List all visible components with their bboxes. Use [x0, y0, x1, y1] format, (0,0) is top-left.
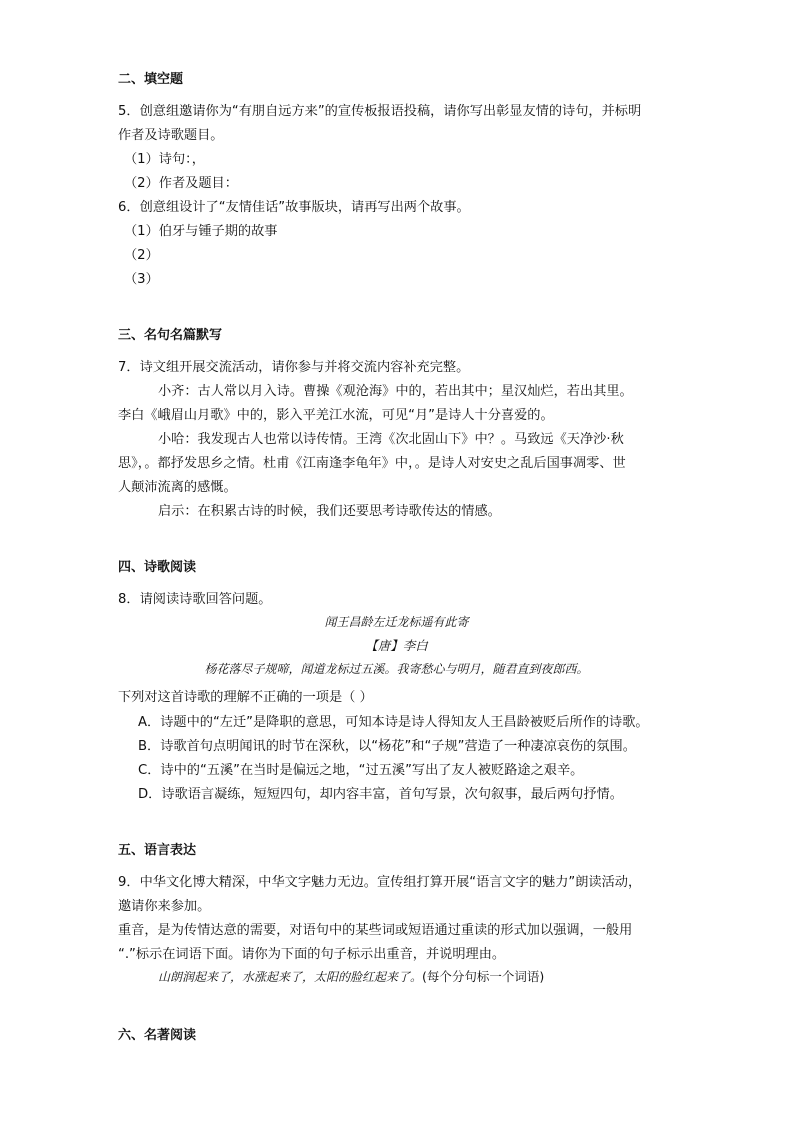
q6-item-3: （3）	[124, 272, 159, 287]
section-heading-fill-blank: 二、填空题	[118, 72, 184, 87]
q8-option-d: D．诗歌语言凝练，短短四句，却内容丰富，首句写景，次句叙事，最后两句抒情。	[138, 787, 623, 802]
q5-text-line2: 作者及诗歌题目。	[118, 128, 224, 143]
poem-author: 【唐】李白	[365, 638, 428, 653]
section-heading-language-expression: 五、语言表达	[118, 843, 197, 858]
section-heading-classics-reading: 六、名著阅读	[118, 1028, 197, 1043]
q9-text-line2: 邀请你来参加。	[118, 899, 211, 914]
q8-question: 下列对这首诗歌的理解不正确的一项是（ ）	[118, 690, 373, 705]
section-heading-recitation: 三、名句名篇默写	[118, 328, 223, 343]
q5-text-line1: 5．创意组邀请你为“有朋自远方来”的宣传板报语投稿，请你写出彰显友情的诗句，并标明	[118, 104, 642, 119]
q6-item-2: （2）	[124, 248, 159, 263]
q7-text: 7．诗文组开展交流活动，请你参与并将交流内容补充完整。	[118, 360, 470, 375]
q9-example	[158, 967, 544, 985]
q9-example-sentence: 山朗润起来了，水涨起来了，太阳的脸红起来了。	[158, 970, 423, 984]
section-heading-poetry-reading: 四、诗歌阅读	[118, 560, 197, 575]
q6-item-1: （1）伯牙与锺子期的故事	[124, 224, 278, 239]
q9-example-note: (每个分句标一个词语)	[422, 969, 545, 984]
q8-option-c: C．诗中的“五溪”在当时是偏远之地，“过五溪”写出了友人被贬路途之艰辛。	[138, 763, 584, 778]
poem-title: 闻王昌龄左迁龙标遥有此寄	[324, 615, 469, 629]
q7-paragraph1-line1: 小齐：古人常以月入诗。曹操《观沧海》中的，若出其中；星汉灿烂，若出其里。	[158, 384, 633, 399]
q7-paragraph3: 启示：在积累古诗的时候，我们还要思考诗歌传达的情感。	[158, 504, 501, 519]
q7-paragraph1-line2: 李白《峨眉山月歌》中的，影入平羌江水流，可见“月”是诗人十分喜爱的。	[118, 408, 554, 423]
q5-item-poem-lines: （1）诗句：，	[124, 152, 205, 167]
q5-item-author-title: （2）作者及题目：	[124, 176, 238, 191]
q6-text: 6．创意组设计了“友情佳话”故事版块，请再写出两个故事。	[118, 200, 470, 215]
q9-text-line3: 重音，是为传情达意的需要，对语句中的某些词或短语通过重读的形式加以强调，一般用	[118, 923, 633, 938]
q9-text-line1: 9．中华文化博大精深，中华文字魅力无边。宣传组打算开展“语言文字的魅力”朗读活动，	[118, 875, 642, 890]
q7-paragraph2-line3: 人颠沛流离的感慨。	[118, 480, 237, 495]
q8-option-a: A．诗题中的“左迁”是降职的意思，可知本诗是诗人得知友人王昌龄被贬后所作的诗歌。	[138, 715, 649, 730]
q8-text: 8．请阅读诗歌回答问题。	[118, 592, 272, 607]
poem-body: 杨花落尽子规啼，闻道龙标过五溪。我寄愁心与明月，随君直到夜郎西。	[204, 662, 589, 676]
q9-text-line4: “.”标示在词语下面。请你为下面的句子标示出重音，并说明理由。	[118, 947, 506, 962]
q7-paragraph2-line2: 思》，。都抒发思乡之情。杜甫《江南逢李龟年》中，。是诗人对安史之乱后国事凋零、世	[118, 456, 626, 471]
q8-option-b: B．诗歌首句点明闻讯的时节在深秋，以“杨花”和“子规”营造了一种凄凉哀伤的氛围。	[138, 739, 636, 754]
q7-paragraph2-line1: 小哈：我发现古人也常以诗传情。王湾《次北固山下》中？。马致远《天净沙·秋	[158, 432, 624, 447]
